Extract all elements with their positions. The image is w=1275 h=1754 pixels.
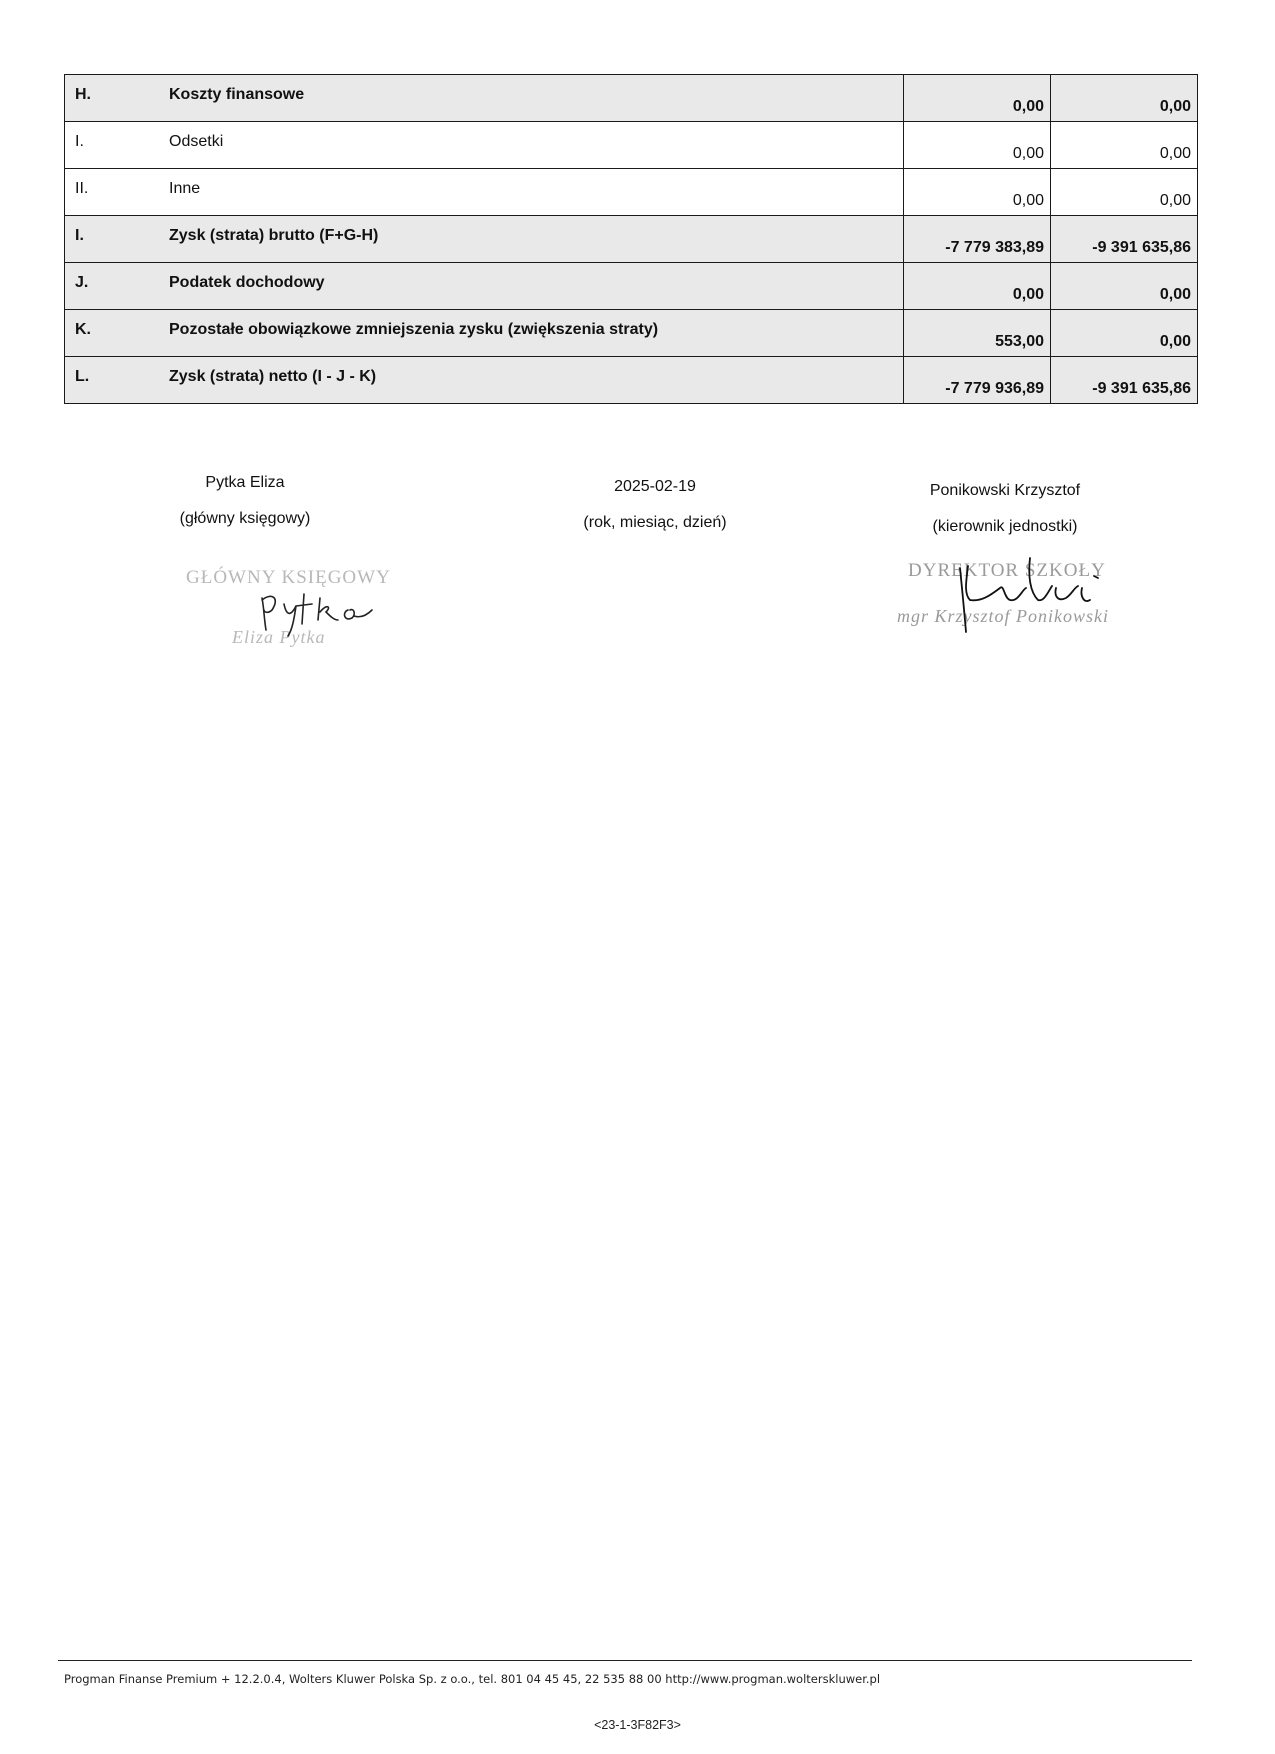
row-value-current: 0,00: [904, 263, 1051, 310]
table-row: [65, 75, 1198, 122]
accountant-signature-block: [160, 474, 330, 528]
row-code: II.: [65, 169, 170, 216]
row-code: H.: [65, 75, 170, 122]
table-row: [65, 122, 1198, 169]
date-caption: (rok, miesiąc, dzień): [583, 514, 727, 531]
director-stamp-title: DYREKTOR SZKOŁY: [908, 560, 1106, 581]
row-value-previous: 0,00: [1051, 75, 1198, 122]
row-name: Odsetki: [169, 122, 904, 169]
row-value-current: -7 779 936,89: [904, 357, 1051, 404]
row-name: Koszty finansowe: [169, 75, 904, 122]
row-value-previous: -9 391 635,86: [1051, 216, 1198, 263]
row-code: L.: [65, 357, 170, 404]
row-value-previous: 0,00: [1051, 310, 1198, 357]
row-value-previous: -9 391 635,86: [1051, 357, 1198, 404]
table-row: [65, 169, 1198, 216]
row-value-current: 0,00: [904, 169, 1051, 216]
table-row: [65, 263, 1198, 310]
date-block: [560, 478, 750, 532]
accountant-stamp-name: Eliza Pytka: [232, 627, 326, 647]
row-name: Pozostałe obowiązkowe zmniejszenia zysku (zwiększenia straty): [169, 310, 904, 357]
director-stamp-name: mgr Krzysztof Ponikowski: [897, 606, 1110, 626]
accountant-stamp-title: GŁÓWNY KSIĘGOWY: [186, 567, 391, 588]
row-value-previous: 0,00: [1051, 122, 1198, 169]
row-code: I.: [65, 216, 170, 263]
profit-loss-table: [64, 74, 1198, 404]
row-value-current: 0,00: [904, 75, 1051, 122]
row-name: Zysk (strata) brutto (F+G-H): [169, 216, 904, 263]
director-signature-block: [900, 482, 1110, 536]
table-row: [65, 216, 1198, 263]
table-row: [65, 310, 1198, 357]
accountant-name: Pytka Eliza: [205, 474, 285, 491]
row-name: Podatek dochodowy: [169, 263, 904, 310]
row-value-previous: 0,00: [1051, 169, 1198, 216]
signing-date: 2025-02-19: [614, 478, 696, 495]
row-value-previous: 0,00: [1051, 263, 1198, 310]
row-value-current: -7 779 383,89: [904, 216, 1051, 263]
table-row: [65, 357, 1198, 404]
director-name: Ponikowski Krzysztof: [929, 482, 1081, 499]
document-code: <23-1-3F82F3>: [594, 1718, 681, 1732]
accountant-role: (główny księgowy): [179, 510, 311, 527]
row-value-current: 0,00: [904, 122, 1051, 169]
row-name: Zysk (strata) netto (I - J - K): [169, 357, 904, 404]
row-value-current: 553,00: [904, 310, 1051, 357]
row-name: Inne: [169, 169, 904, 216]
row-code: K.: [65, 310, 170, 357]
row-code: J.: [65, 263, 170, 310]
footer-divider: [58, 1660, 1192, 1661]
director-role: (kierownik jednostki): [932, 518, 1078, 535]
accountant-handwritten-signature: [250, 580, 380, 640]
row-code: I.: [65, 122, 170, 169]
footer-software-info: Progman Finanse Premium + 12.2.0.4, Wolters Kluwer Polska Sp. z o.o., tel. 801 04 45 45, 22 535 88 00 http://www.progman.wolterskluwer.pl: [64, 1672, 881, 1686]
director-handwritten-signature: [930, 548, 1120, 638]
